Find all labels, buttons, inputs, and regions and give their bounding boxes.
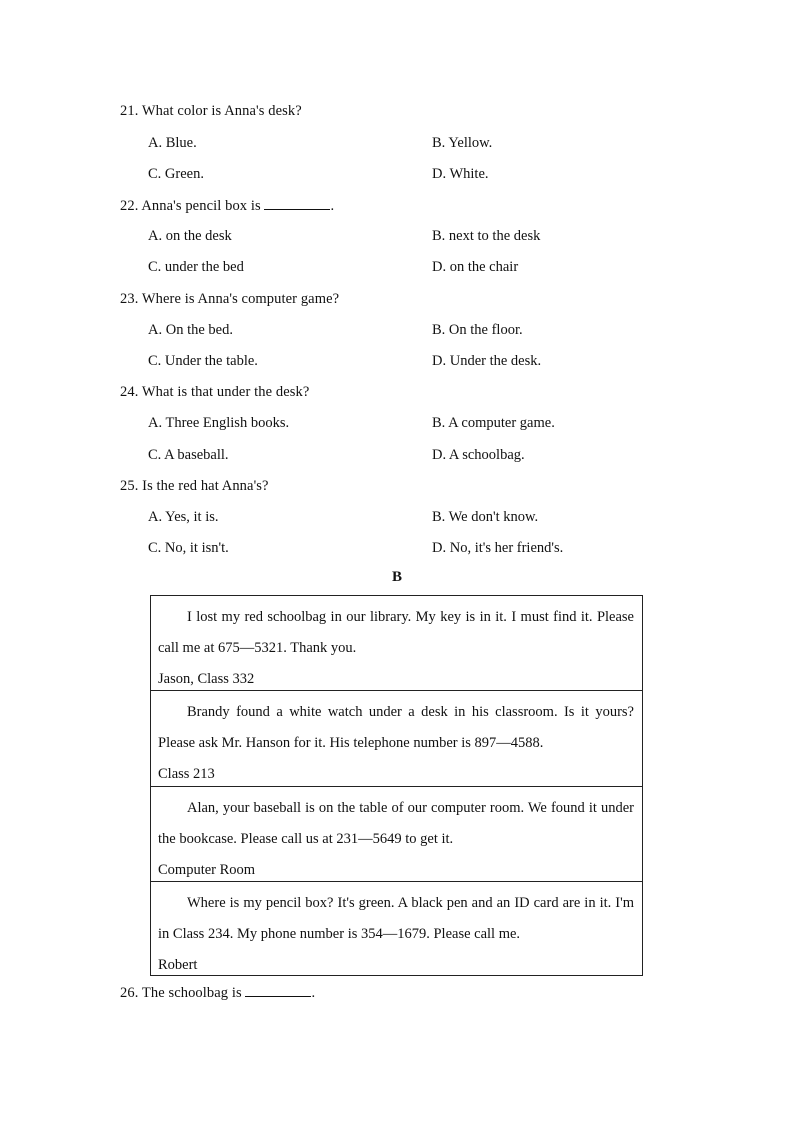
question-21-option-b: B. Yellow. (432, 135, 493, 151)
question-24-option-c: C. A baseball. (148, 447, 229, 463)
question-23-option-d: D. Under the desk. (432, 353, 542, 369)
notice-signature: Jason, Class 332 (158, 671, 255, 687)
notice-body: Alan, your baseball is on the table of our computer room. We found it under the bookcase. Please call us at 231—5649 to get it. (158, 800, 634, 847)
question-21-option-c: C. Green. (148, 166, 204, 182)
question-22-stem-end: . (330, 198, 335, 214)
notice-signature: Robert (158, 957, 198, 973)
question-22-stem (120, 197, 334, 215)
question-23-option-b: B. On the floor. (432, 322, 523, 338)
notice-board (150, 595, 643, 976)
question-26-stem (120, 984, 315, 1002)
question-22-stem-text: 22. Anna's pencil box is (120, 198, 265, 214)
question-25-option-b: B. We don't know. (432, 509, 539, 525)
question-22-option-a: A. on the desk (148, 228, 232, 244)
question-26-stem-end: . (311, 985, 316, 1001)
question-25-option-d: D. No, it's her friend's. (432, 540, 564, 556)
notice-body: I lost my red schoolbag in our library. My key is in it. I must find it. Please call me at 675—5321. Thank you. (158, 609, 634, 656)
question-21-stem: 21. What color is Anna's desk? (120, 103, 302, 119)
question-22-option-b: B. next to the desk (432, 228, 541, 244)
notice-body: Brandy found a white watch under a desk in his classroom. Is it yours? Please ask Mr. Hanson for it. His telephone number is 897—4588. (158, 704, 634, 751)
question-21-option-a: A. Blue. (148, 135, 197, 151)
notice-item (151, 881, 642, 975)
question-23-stem: 23. Where is Anna's computer game? (120, 291, 340, 307)
notice-item (151, 690, 642, 786)
section-heading: B (391, 569, 402, 585)
question-21-option-d: D. White. (432, 166, 489, 182)
question-24-option-d: D. A schoolbag. (432, 447, 525, 463)
question-25-option-c: C. No, it isn't. (148, 540, 229, 556)
question-23-option-a: A. On the bed. (148, 322, 233, 338)
notice-item (151, 596, 642, 690)
notice-body: Where is my pencil box? It's green. A black pen and an ID card are in it. I'm in Class 234. My phone number is 354—1679. Please call me. (158, 895, 634, 942)
notice-item (151, 786, 642, 881)
question-22-option-c: C. under the bed (148, 259, 244, 275)
answer-blank (264, 197, 330, 210)
question-23-option-c: C. Under the table. (148, 353, 258, 369)
question-24-option-a: A. Three English books. (148, 415, 290, 431)
question-24-stem: 24. What is that under the desk? (120, 384, 310, 400)
notice-signature: Class 213 (158, 766, 215, 782)
notice-signature: Computer Room (158, 862, 256, 878)
question-24-option-b: B. A computer game. (432, 415, 555, 431)
question-22-option-d: D. on the chair (432, 259, 519, 275)
answer-blank (245, 984, 311, 997)
question-26-stem-text: 26. The schoolbag is (120, 985, 246, 1001)
question-25-option-a: A. Yes, it is. (148, 509, 219, 525)
question-25-stem: 25. Is the red hat Anna's? (120, 478, 269, 494)
